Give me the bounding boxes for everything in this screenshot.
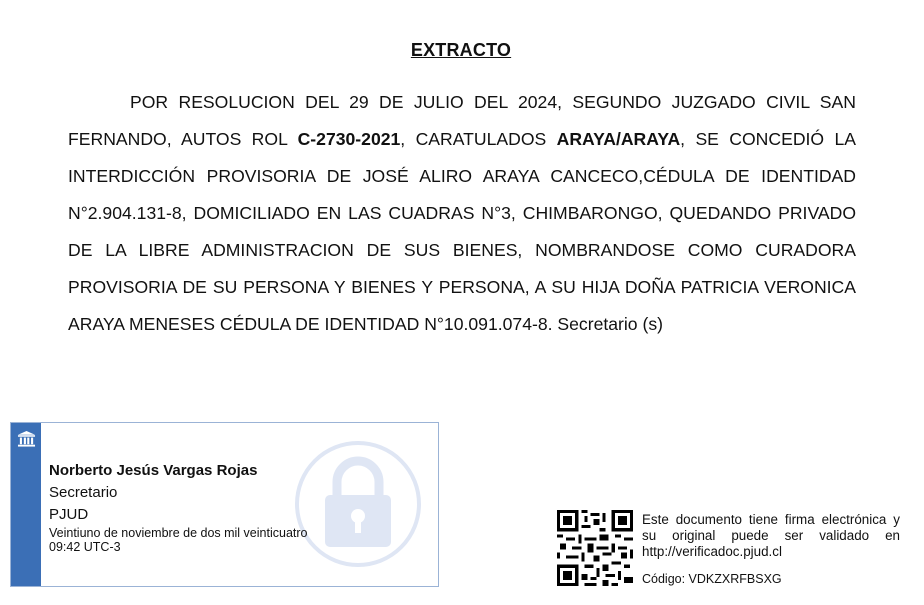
body-part-3: , SE CONCEDIÓ LA INTERDICCIÓN PROVISORIA DE JOSÉ ALIRO ARAYA CANCECO,CÉDULA DE IDENTIDAD N°2.904.131-8, DOMICILIADO EN LAS CUADRAS N°3, CHIMBARONGO, QUEDANDO PRIVADO DE LA LIBRE ADMINISTRACION DE SUS BIENES, NOMBRANDOSE COMO CURADORA PROVISORIA DE SU PERSONA Y BIENES Y PERSONA, A SU HIJA DOÑA PATRICIA VERONICA ARAYA MENESES CÉDULA DE IDENTIDAD N°10.091.074-8. Secretario (s) bbox=[68, 129, 857, 334]
signature-time: 09:42 UTC-3 bbox=[49, 540, 121, 554]
verification-code: Código: VDKZXRFBSXG bbox=[642, 572, 782, 586]
signature-date: Veintiuno de noviembre de dos mil veinticuatro bbox=[49, 526, 308, 540]
signature-sidebar bbox=[11, 423, 41, 586]
qr-code-icon bbox=[557, 510, 633, 586]
courthouse-icon bbox=[17, 430, 36, 448]
body-part-2: , CARATULADOS bbox=[400, 129, 557, 149]
signer-name: Norberto Jesús Vargas Rojas bbox=[49, 462, 258, 479]
signer-role: Secretario bbox=[49, 484, 118, 501]
body-part-1: POR RESOLUCION DEL 29 DE JULIO DEL 2024, SEGUNDO JUZGADO CIVIL SAN FERNANDO, AUTOS ROL bbox=[68, 92, 856, 149]
signature-card bbox=[10, 422, 439, 587]
signer-organization: PJUD bbox=[49, 506, 89, 523]
lock-emblem-icon bbox=[293, 438, 423, 570]
signature-timestamp bbox=[49, 526, 307, 554]
case-caratula: ARAYA/ARAYA bbox=[556, 129, 681, 149]
case-rol: C-2730-2021 bbox=[297, 129, 401, 149]
extract-body bbox=[68, 84, 856, 343]
verification-text: Este documento tiene firma electrónica y su original puede ser validado en http://verificadoc.pjud.cl bbox=[642, 512, 900, 559]
document-title: EXTRACTO bbox=[410, 40, 512, 60]
